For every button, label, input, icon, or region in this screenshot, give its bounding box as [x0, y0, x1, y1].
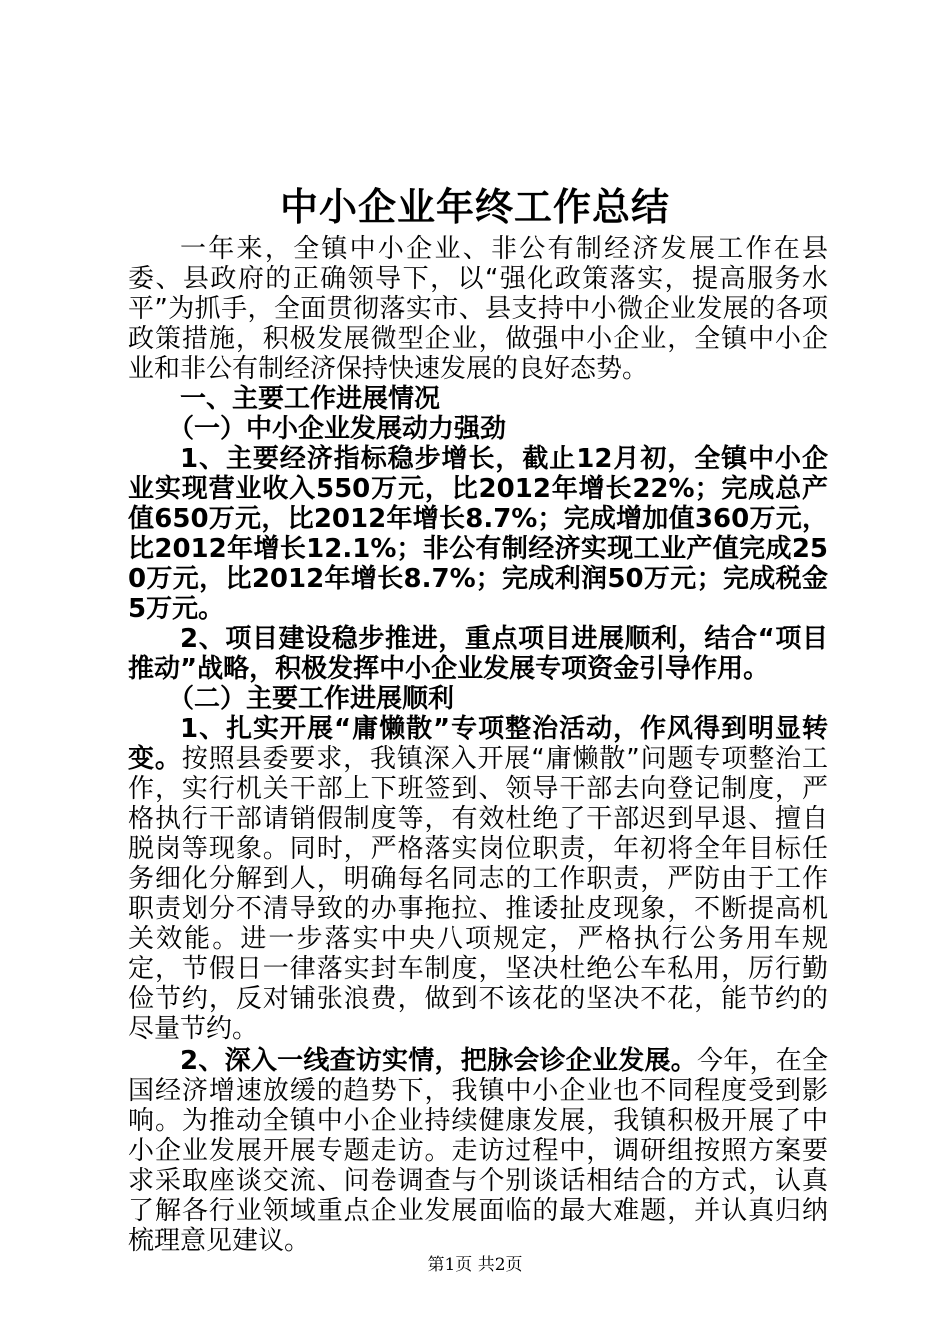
- paragraph-field-visits: [128, 1046, 828, 1256]
- section-heading: 一、主要工作进展情况: [180, 384, 441, 414]
- paragraph-rectification: [128, 714, 828, 1044]
- paragraph-rectification-body: 按照县委要求，我镇深入开展“庸懒散”问题专项整治工作，实行机关干部上下班签到、领导干部去向登记制度，严格执行干部请销假制度等，有效杜绝了干部迟到早退、擅自脱岗等现象。同时，严格落实岗位职责，年初将全年目标任务细化分解到人，明确每名同志的工作职责，严防由于工作职责划分不清导致的办事拖拉、推诿扯皮现象，不断提高机关效能。进一步落实中央八项规定，严格执行公务用车规定，节假日一律落实封车制度，坚决杜绝公车私用，厉行勤俭节约，反对铺张浪费，做到不该花的坚决不花，能节约的尽量节约。: [128, 744, 828, 1044]
- paragraph-economic-indicators-text: 1、主要经济指标稳步增长，截止12月初，全镇中小企业实现营业收入550万元，比2012年增长22%；完成总产值650万元，比2012年增长8.7%；完成增加值360万元，比2012年增长12.1%；非公有制经济实现工业产值完成250万元，比2012年增长8.7%；完成利润50万元；完成税金5万元。: [128, 444, 828, 624]
- intro-paragraph: 一年来，全镇中小企业、非公有制经济发展工作在县委、县政府的正确领导下，以“强化政策落实，提高服务水平”为抓手，全面贯彻落实市、县支持中小微企业发展的各项政策措施，积极发展微型企业，做强中小企业，全镇中小企业和非公有制经济保持快速发展的良好态势。: [128, 234, 828, 384]
- document-body: [128, 234, 828, 1256]
- paragraph-rectification-lead: 1、扎实开展“庸懒散”专项整治活动，作风得到明显转变。: [128, 714, 828, 774]
- paragraph-project-construction: 2、项目建设稳步推进，重点项目进展顺利，结合“项目推动”战略，积极发挥中小企业发展专项资金引导作用。: [128, 624, 828, 684]
- subsection-heading-2: （二）主要工作进展顺利: [168, 684, 455, 714]
- document-title: 中小企业年终工作总结: [279, 184, 670, 229]
- subsection-heading-1: （一）中小企业发展动力强劲: [168, 414, 507, 444]
- paragraph-field-visits-lead: 2、深入一线查访实情，把脉会诊企业发展。: [180, 1046, 698, 1076]
- paragraph-field-visits-body: 今年，在全国经济增速放缓的趋势下，我镇中小企业也不同程度受到影响。为推动全镇中小企业持续健康发展，我镇积极开展了中小企业发展开展专题走访。走访过程中，调研组按照方案要求采取座谈交流、问卷调查与个别谈话相结合的方式，认真了解各行业领域重点企业发展面临的最大难题，并认真归纳梳理意见建议。: [128, 1046, 828, 1256]
- page-footer: 第1页 共2页: [427, 1255, 523, 1275]
- paragraph-economic-indicators: [128, 444, 828, 624]
